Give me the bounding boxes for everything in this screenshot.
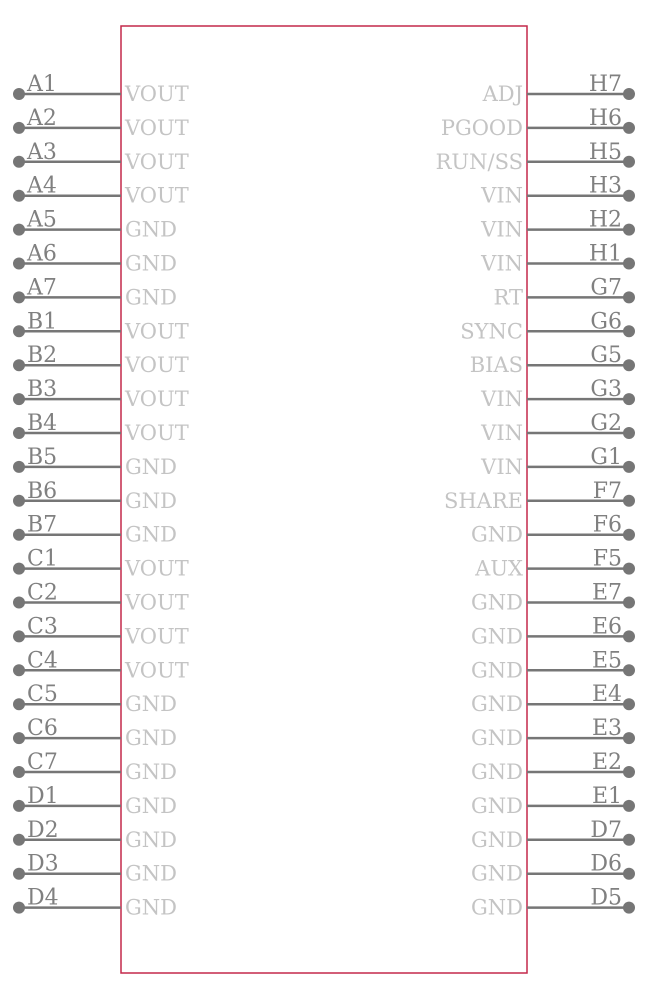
pin-h7 — [482, 72, 635, 106]
pin-h5 — [436, 140, 635, 174]
pin-number: C4 — [27, 648, 58, 674]
pin-terminal-dot — [13, 698, 25, 710]
pin-terminal-dot — [623, 122, 635, 134]
pin-number: D5 — [590, 885, 622, 911]
pin-terminal-dot — [623, 529, 635, 541]
pin-name: VOUT — [125, 590, 189, 615]
pin-terminal-dot — [623, 732, 635, 744]
pin-terminal-dot — [623, 630, 635, 642]
pin-b4 — [13, 411, 189, 445]
pin-name: RT — [493, 285, 523, 310]
pin-b7 — [13, 513, 177, 547]
pin-b3 — [13, 377, 189, 411]
pin-number: G3 — [590, 377, 622, 403]
pin-terminal-dot — [623, 664, 635, 676]
pin-g3 — [480, 377, 635, 411]
pin-terminal-dot — [13, 563, 25, 575]
pin-number: B1 — [27, 309, 58, 335]
pin-number: F5 — [592, 546, 622, 572]
left-pin-column — [13, 72, 189, 920]
pin-terminal-dot — [13, 664, 25, 676]
pin-terminal-dot — [623, 834, 635, 846]
pin-terminal-dot — [13, 258, 25, 270]
pin-number: E3 — [591, 716, 622, 742]
pin-a1 — [13, 72, 189, 106]
pin-e7 — [471, 581, 635, 615]
pin-number: C7 — [27, 750, 58, 775]
pin-h6 — [441, 106, 635, 140]
pin-number: H1 — [588, 241, 622, 267]
pin-terminal-dot — [623, 461, 635, 473]
pin-terminal-dot — [623, 563, 635, 575]
pin-number: A3 — [27, 139, 57, 165]
pin-a2 — [13, 106, 189, 140]
pin-terminal-dot — [13, 495, 25, 507]
pin-name: GND — [471, 895, 523, 920]
pin-e4 — [471, 682, 635, 716]
pin-d3 — [13, 852, 177, 886]
pin-b2 — [13, 343, 189, 377]
pin-number: B5 — [27, 444, 58, 470]
pin-name: GND — [125, 726, 177, 751]
pin-b5 — [13, 445, 177, 479]
pin-terminal-dot — [13, 800, 25, 812]
pin-name: GND — [125, 861, 177, 886]
pin-number: B3 — [27, 377, 58, 403]
pin-terminal-dot — [13, 630, 25, 642]
pin-a5 — [13, 208, 177, 242]
pin-name: SHARE — [443, 488, 523, 513]
pin-terminal-dot — [623, 495, 635, 507]
pin-name: GND — [471, 658, 523, 683]
pin-name: GND — [125, 251, 177, 276]
pin-terminal-dot — [623, 427, 635, 439]
pin-number: C6 — [27, 716, 58, 742]
pin-number: G7 — [590, 275, 622, 301]
pin-terminal-dot — [623, 868, 635, 880]
pin-name: VIN — [481, 217, 523, 242]
pin-number: A1 — [27, 72, 57, 97]
pin-c4 — [13, 648, 189, 682]
pin-terminal-dot — [623, 88, 635, 100]
pin-terminal-dot — [13, 461, 25, 473]
pin-name: VOUT — [125, 624, 189, 649]
pin-name: ADJ — [482, 82, 523, 106]
pin-terminal-dot — [623, 359, 635, 371]
pin-number: E6 — [591, 614, 622, 640]
pin-terminal-dot — [13, 224, 25, 236]
pin-number: D2 — [27, 817, 59, 843]
pin-number: G2 — [590, 411, 622, 436]
pin-name: SYNC — [460, 319, 523, 344]
pin-number: A6 — [27, 241, 57, 267]
pin-number: D7 — [590, 817, 622, 843]
pin-number: F6 — [592, 512, 622, 538]
pin-name: VOUT — [125, 115, 189, 140]
pin-number: C5 — [27, 682, 58, 708]
pin-name: RUN/SS — [435, 149, 523, 174]
pin-number: G6 — [590, 309, 622, 335]
pin-terminal-dot — [623, 597, 635, 609]
pin-number: E2 — [591, 750, 622, 775]
pin-number: A2 — [27, 105, 57, 131]
pin-number: H2 — [588, 207, 622, 233]
pin-terminal-dot — [623, 902, 635, 914]
pin-name: VOUT — [125, 183, 189, 208]
pin-terminal-dot — [13, 868, 25, 880]
pin-terminal-dot — [623, 800, 635, 812]
pin-number: A5 — [27, 207, 57, 233]
pin-name: GND — [125, 522, 177, 547]
pin-name: VOUT — [125, 658, 189, 683]
pin-d1 — [13, 784, 177, 818]
pin-a7 — [13, 275, 177, 309]
pin-d4 — [13, 886, 177, 920]
pin-h3 — [480, 174, 635, 208]
pin-e3 — [471, 716, 635, 750]
pin-number: D4 — [27, 885, 59, 911]
pin-f5 — [474, 547, 635, 581]
pin-h2 — [480, 208, 635, 242]
pin-name: AUX — [475, 556, 523, 581]
pin-e5 — [471, 648, 635, 682]
pin-name: GND — [471, 726, 523, 751]
pin-e2 — [471, 750, 635, 784]
pin-name: VIN — [481, 251, 523, 276]
pin-name: GND — [125, 285, 177, 310]
pin-number: C3 — [27, 614, 58, 640]
pin-terminal-dot — [13, 902, 25, 914]
pin-name: VIN — [481, 454, 523, 479]
pin-terminal-dot — [13, 427, 25, 439]
pin-terminal-dot — [623, 156, 635, 168]
pin-terminal-dot — [623, 258, 635, 270]
pin-name: GND — [471, 522, 523, 547]
pin-number: H7 — [588, 72, 622, 97]
pin-name: GND — [471, 590, 523, 615]
pin-name: GND — [471, 827, 523, 852]
pin-d2 — [13, 818, 177, 852]
pin-a4 — [13, 174, 189, 208]
pin-number: G1 — [590, 444, 622, 470]
pin-name: VOUT — [125, 353, 189, 378]
pin-terminal-dot — [13, 393, 25, 405]
pin-terminal-dot — [623, 393, 635, 405]
pin-terminal-dot — [13, 156, 25, 168]
pin-b1 — [13, 309, 189, 343]
pin-e1 — [471, 784, 635, 818]
pin-name: GND — [125, 895, 177, 920]
pin-name: VOUT — [125, 149, 189, 174]
pin-terminal-dot — [13, 88, 25, 100]
pin-terminal-dot — [13, 529, 25, 541]
pin-name: PGOOD — [440, 115, 523, 140]
pin-c5 — [13, 682, 177, 716]
pin-g1 — [480, 445, 635, 479]
pin-terminal-dot — [623, 698, 635, 710]
pin-name: BIAS — [469, 353, 523, 378]
pin-number: E5 — [591, 648, 622, 674]
pin-number: H3 — [588, 173, 622, 199]
pin-d7 — [471, 818, 635, 852]
pin-terminal-dot — [13, 325, 25, 337]
pin-number: B2 — [27, 343, 58, 369]
pin-number: D3 — [27, 851, 59, 877]
pin-name: GND — [125, 827, 177, 852]
pin-number: C2 — [27, 580, 58, 606]
pin-name: GND — [471, 861, 523, 886]
pin-h1 — [480, 242, 635, 276]
pin-g6 — [460, 309, 635, 343]
pin-number: D1 — [27, 783, 59, 809]
pin-c6 — [13, 716, 177, 750]
pin-b6 — [13, 479, 177, 513]
pin-terminal-dot — [623, 325, 635, 337]
pin-terminal-dot — [13, 766, 25, 778]
pin-terminal-dot — [13, 359, 25, 371]
pin-name: GND — [471, 793, 523, 818]
pin-name: VOUT — [125, 556, 189, 581]
pin-a6 — [13, 242, 177, 276]
pin-number: E7 — [591, 580, 622, 606]
pin-number: H5 — [588, 139, 622, 165]
pin-terminal-dot — [13, 834, 25, 846]
pin-name: GND — [125, 692, 177, 717]
pin-name: VIN — [481, 183, 523, 208]
pin-name: GND — [125, 217, 177, 242]
pin-c3 — [13, 614, 189, 648]
pin-d5 — [471, 886, 635, 920]
pin-name: VIN — [481, 421, 523, 445]
pin-name: GND — [471, 692, 523, 717]
pin-terminal-dot — [13, 732, 25, 744]
pin-d6 — [471, 852, 635, 886]
pin-number: B6 — [27, 478, 58, 504]
pin-number: C1 — [27, 546, 58, 572]
pin-f7 — [444, 479, 635, 513]
right-pin-column — [436, 72, 635, 920]
pin-name: VOUT — [125, 387, 189, 412]
pin-number: E1 — [591, 783, 622, 809]
pin-number: A7 — [27, 275, 57, 301]
pin-terminal-dot — [623, 291, 635, 303]
pin-number: B4 — [27, 411, 58, 436]
pin-g5 — [470, 343, 635, 377]
pin-number: B7 — [27, 512, 58, 538]
pin-name: VOUT — [125, 421, 189, 445]
pin-number: A4 — [27, 173, 57, 199]
pin-name: GND — [471, 624, 523, 649]
pin-number: H6 — [588, 105, 622, 131]
pin-number: D6 — [590, 851, 622, 877]
pin-e6 — [471, 614, 635, 648]
pin-terminal-dot — [623, 224, 635, 236]
pin-name: GND — [125, 454, 177, 479]
pin-terminal-dot — [13, 122, 25, 134]
pin-name: GND — [125, 760, 177, 784]
pin-g2 — [480, 411, 635, 445]
pin-name: GND — [125, 793, 177, 818]
pin-terminal-dot — [13, 291, 25, 303]
pin-terminal-dot — [623, 766, 635, 778]
pin-c2 — [13, 581, 189, 615]
pin-terminal-dot — [13, 190, 25, 202]
pin-c1 — [13, 547, 189, 581]
pin-number: E4 — [591, 682, 622, 708]
pin-c7 — [13, 750, 177, 784]
pin-name: VOUT — [125, 319, 189, 344]
pin-g7 — [494, 275, 635, 309]
pin-a3 — [13, 140, 189, 174]
pin-number: F7 — [592, 478, 622, 504]
pin-name: GND — [471, 760, 523, 784]
pin-name: VOUT — [125, 82, 189, 106]
pin-number: G5 — [590, 343, 622, 369]
pin-name: VIN — [481, 387, 523, 412]
pin-terminal-dot — [623, 190, 635, 202]
pin-name: GND — [125, 488, 177, 513]
pin-f6 — [471, 513, 635, 547]
pin-terminal-dot — [13, 597, 25, 609]
